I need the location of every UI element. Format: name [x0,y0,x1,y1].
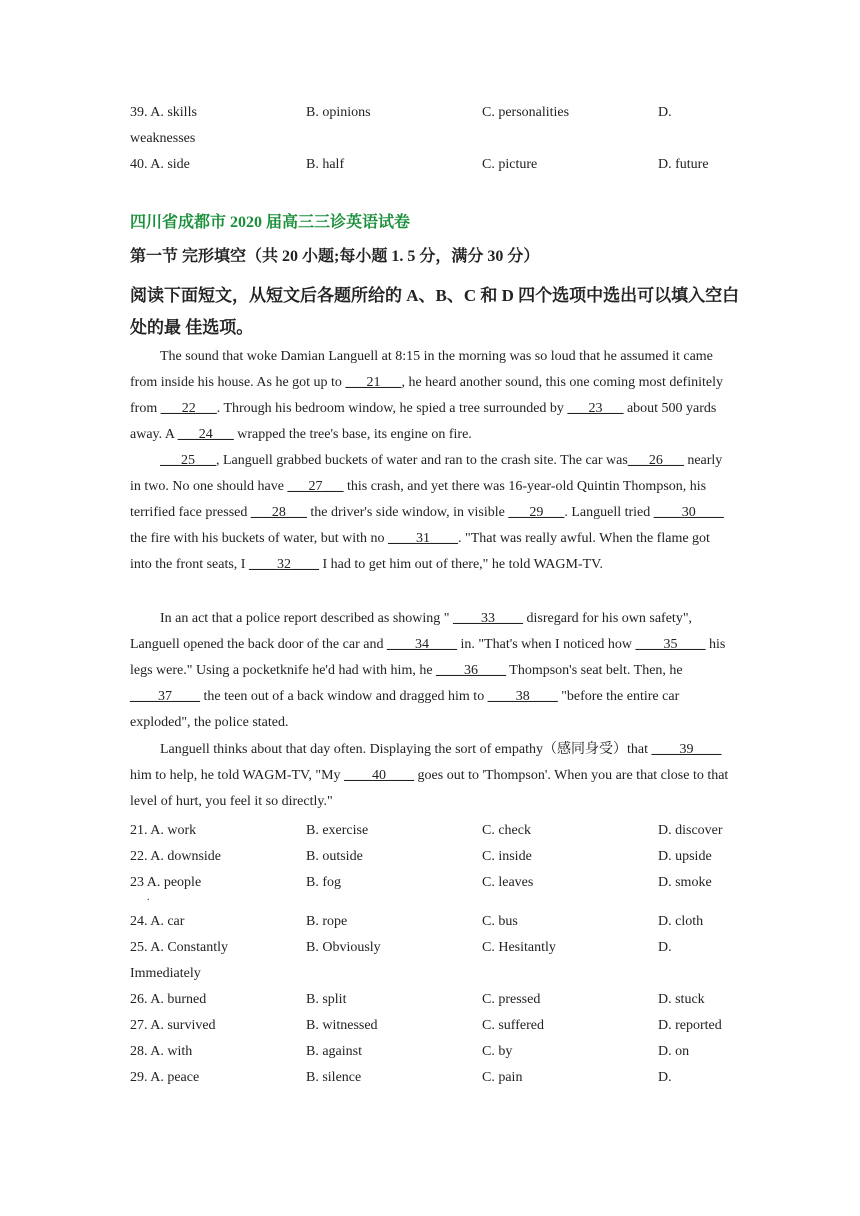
option-21-c: C. check [482,823,531,838]
stray-dot: . [147,892,150,903]
option-21-d: D. discover [658,823,723,838]
blank-28: ___28___ [250,505,307,520]
option-28-a: 28. A. with [130,1044,193,1059]
option-22-c: C. inside [482,849,532,864]
blank-29: ___29___ [508,505,565,520]
passage-paragraph-3: In an act that a police report described as showing " ____33____ disregard for his own safety", Languell opened the back door of the car and ____34____ in. "That's when I noticed how ____35____ his legs were." Using a pocketknife he'd had with him, he ____36____ Thompson's seat belt. Then, he ____37____ the teen out of a back window and dragged him to ____38____ "before the entire car exploded", the police stated. [130,611,726,730]
option-24-a: 24. A. car [130,914,185,929]
option-23-c: C. leaves [482,875,534,890]
blank-25: ___25___ [160,453,216,468]
option-24-d: D. cloth [658,914,704,929]
option-25-b: B. Obviously [306,940,381,955]
option-26-c: C. pressed [482,992,541,1007]
exam-title: 四川省成都市 2020 届高三三诊英语试卷 [130,214,411,231]
blank-26: ___26___ [627,453,684,468]
option-28-d: D. on [658,1044,690,1059]
option-26-a: 26. A. burned [130,992,207,1007]
blank-32: ____32____ [248,557,319,572]
option-24-b: B. rope [306,914,348,929]
option-21-a: 21. A. work [130,823,197,838]
option-29-b: B. silence [306,1070,362,1085]
option-39-c: C. personalities [482,105,570,120]
blank-39: ____39____ [651,742,722,757]
blank-22: ___22___ [160,401,217,416]
option-29-a: 29. A. peace [130,1070,200,1085]
option-26-b: B. split [306,992,347,1007]
blank-38: ____38____ [487,689,558,704]
option-25-a: 25. A. Constantly [130,940,229,955]
option-27-a: 27. A. survived [130,1018,216,1033]
option-23-d: D. smoke [658,875,712,890]
option-22-b: B. outside [306,849,363,864]
option-27-c: C. suffered [482,1018,544,1033]
option-25-d-text: Immediately [130,966,201,981]
option-25-d: D. [658,940,672,955]
option-23-b: B. fog [306,875,341,890]
option-26-d: D. stuck [658,992,705,1007]
option-40-b: B. half [306,157,345,172]
instruction: 阅读下面短文，从短文后各题所给的 A、B、C 和 D 四个选项中选出可以填入空白处的最 佳选项。 [130,286,740,337]
blank-33: ____33____ [453,611,524,626]
section-title: 第一节 完形填空（共 20 小题;每小题 1. 5 分，满分 30 分） [130,248,540,265]
option-40-a: 40. A. side [130,157,190,172]
option-39-d: D. [658,105,672,120]
option-39-d-text: weaknesses [130,131,196,146]
option-27-d: D. reported [658,1018,722,1033]
blank-30: ____30____ [653,505,724,520]
blank-40: ____40____ [344,768,415,783]
blank-21: ___21___ [345,375,402,390]
option-28-b: B. against [306,1044,362,1059]
option-21-b: B. exercise [306,823,369,838]
blank-36: ____36____ [436,663,507,678]
option-29-c: C. pain [482,1070,523,1085]
blank-35: ____35____ [635,637,706,652]
blank-37: ____37____ [130,689,200,704]
option-40-d: D. future [658,157,709,172]
option-25-c: C. Hesitantly [482,940,556,955]
blank-23: ___23___ [567,401,624,416]
option-22-a: 22. A. downside [130,849,221,864]
option-27-b: B. witnessed [306,1018,378,1033]
option-24-c: C. bus [482,914,518,929]
passage-paragraph-2: ___25___, Languell grabbed buckets of water and ran to the crash site. The car was___26___ nearly in two. No one should have ___27___ this crash, and yet there was 16-year-old Quintin Thompson, his terrified face pressed ___28___ the driver's side window, in visible ___29___. Languell tried ____30____ the fire with his buckets of water, but with no ____31____. "That was really awful. When the flame got into the front seats, I ____32____ I had to get him out of there," he told WAGM-TV. [130,453,724,572]
option-39-a: 39. A. skills [130,105,197,120]
option-22-d: D. upside [658,849,712,864]
passage-paragraph-4: Languell thinks about that day often. Displaying the sort of empathy（感同身受）that ____39____ him to help, he told WAGM-TV, "My ____40____ goes out to 'Thompson'. When you are that close to that level of hurt, you feel it so directly." [130,742,729,809]
option-28-c: C. by [482,1044,513,1059]
option-40-c: C. picture [482,157,538,172]
blank-31: ____31____ [388,531,458,546]
blank-27: ___27___ [287,479,344,494]
blank-24: ___24___ [177,427,234,442]
passage-paragraph-1: The sound that woke Damian Languell at 8:15 in the morning was so loud that he assumed it came from inside his house. As he got up to ___21___, he heard another sound, this one coming most definitely from ___22___. Through his bedroom window, he spied a tree surrounded by ___23___ about 500 yards away. A ___24___ wrapped the tree's base, its engine on fire. [130,349,723,442]
option-29-d: D. [658,1070,672,1085]
blank-34: ____34____ [386,637,457,652]
option-39-b: B. opinions [306,105,371,120]
option-23-a: 23 A. people [130,875,202,890]
